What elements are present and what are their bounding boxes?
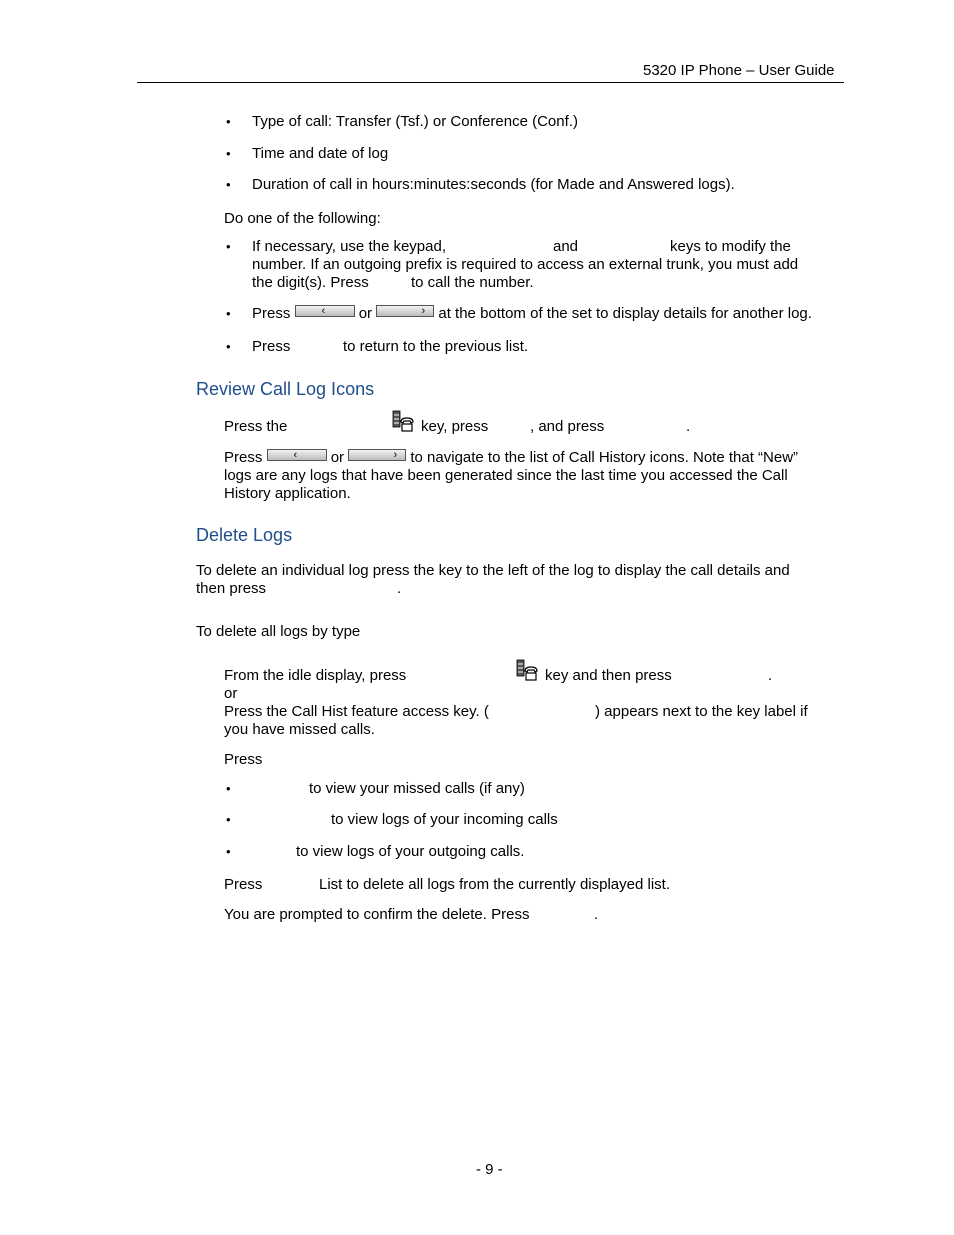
list-item: Type of call: Transfer (Tsf.) or Conference (Conf.) [252, 113, 578, 130]
bullet-dot: • [226, 781, 231, 796]
list-item: to view logs of your outgoing calls. [296, 843, 525, 860]
bullet-dot: • [226, 114, 231, 129]
bullet-dot: • [226, 177, 231, 192]
list-item-text: at the bottom of the set to display details for another log. [438, 305, 812, 322]
bullet-dot: • [226, 306, 231, 321]
list-item-text: the digit(s). Press [252, 274, 369, 291]
paragraph-text: . [397, 580, 402, 597]
step-text: Press [224, 876, 263, 893]
paragraph-text [224, 449, 798, 467]
paragraph-text: key, press [421, 418, 489, 435]
section-heading-review-call-log-icons: Review Call Log Icons [196, 379, 375, 399]
paragraph-text: . [686, 418, 691, 435]
bullet-dot: • [226, 844, 231, 859]
paragraph-text: Press the [224, 418, 288, 435]
paragraph-text: or [330, 449, 345, 466]
step-text: . [768, 667, 773, 684]
list-item-text: keys to modify the [670, 238, 791, 255]
paragraph-text: To delete an individual log press the key to the left of the log to display the call details and [196, 562, 790, 579]
step-text: From the idle display, press [224, 667, 407, 684]
right-arrow-key-icon: › [376, 305, 434, 317]
left-arrow-key-icon: ‹ [295, 305, 355, 317]
paragraph-text: , and press [530, 418, 605, 435]
list-item-text: and [553, 238, 579, 255]
step-text: Press the Call Hist feature access key. ( [224, 703, 489, 720]
page-number: - 9 - [476, 1161, 503, 1178]
step-text: . [594, 906, 599, 923]
list-item-text [252, 305, 812, 323]
step-text: Press [224, 751, 263, 768]
list-item-text: to call the number. [411, 274, 534, 291]
section-heading-delete-logs: Delete Logs [196, 525, 293, 545]
step-text: ) appears next to the key label if [595, 703, 808, 720]
paragraph-text: logs are any logs that have been generated since the last time you accessed the Call [224, 467, 788, 484]
bullet-dot: • [226, 812, 231, 827]
list-item-text: If necessary, use the keypad, [252, 238, 446, 255]
right-arrow-key-icon: › [348, 449, 406, 461]
header-rule [137, 82, 844, 83]
paragraph-text: to navigate to the list of Call History icons. Note that “New” [410, 449, 799, 466]
call-history-icon [516, 659, 540, 683]
step-text: List to delete all logs from the currently displayed list. [319, 876, 670, 893]
bullet-dot: • [226, 339, 231, 354]
left-arrow-key-icon: ‹ [267, 449, 327, 461]
step-text: key and then press [545, 667, 672, 684]
paragraph-text: To delete all logs by type [196, 623, 361, 640]
bullet-dot: • [226, 146, 231, 161]
list-item: to view your missed calls (if any) [309, 780, 525, 797]
paragraph-text: then press [196, 580, 267, 597]
step-text: or [224, 685, 238, 702]
list-item-text: Press [252, 305, 291, 322]
call-history-icon [392, 410, 416, 434]
paragraph-text: Press [224, 449, 263, 466]
bullet-dot: • [226, 239, 231, 254]
page-header-title: 5320 IP Phone – User Guide [643, 62, 835, 79]
step-text: You are prompted to confirm the delete. Press [224, 906, 530, 923]
list-item-text: Press [252, 338, 291, 355]
list-item: Time and date of log [252, 145, 389, 162]
list-item-text: number. If an outgoing prefix is required to access an external trunk, you must add [252, 256, 799, 273]
list-item: Duration of call in hours:minutes:seconds (for Made and Answered logs). [252, 176, 735, 193]
list-item-text: or [358, 305, 373, 322]
step-text: you have missed calls. [224, 721, 375, 738]
paragraph-text: History application. [224, 485, 351, 502]
instruction-text: Do one of the following: [224, 210, 381, 227]
list-item: to view logs of your incoming calls [331, 811, 558, 828]
list-item-text: to return to the previous list. [343, 338, 529, 355]
